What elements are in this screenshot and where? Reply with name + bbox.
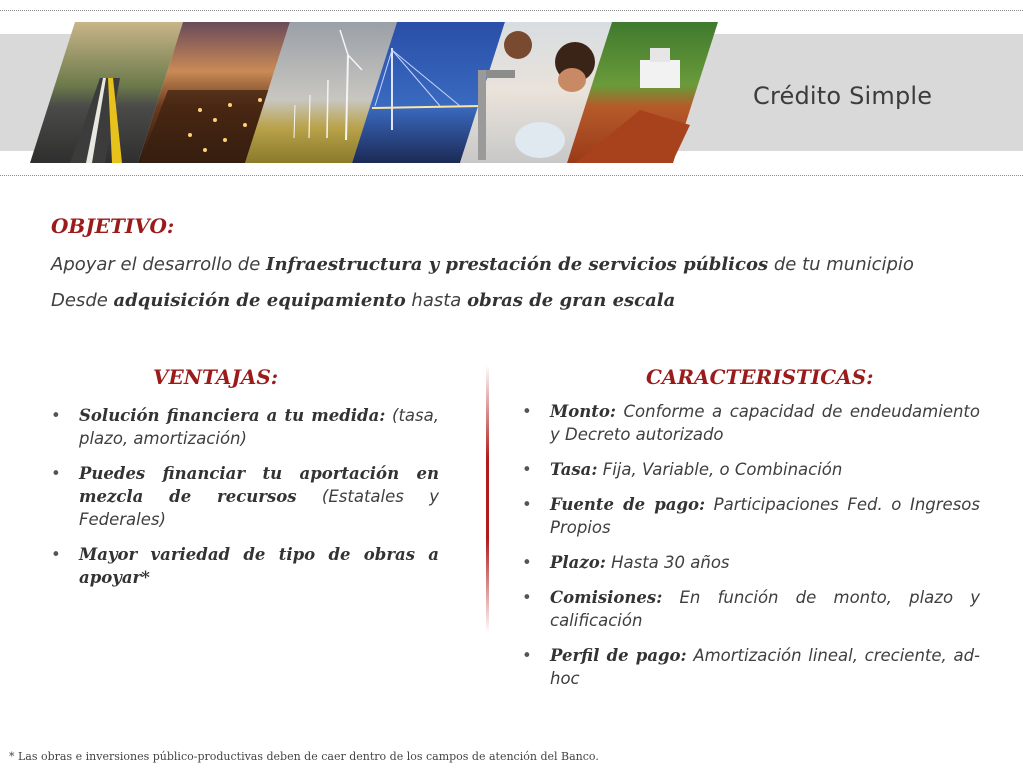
caracteristicas-item-text: Participaciones Fed. o Ingresos Propios [550, 495, 980, 537]
objetivo-line-2-emphasis-d: obras de gran escala [467, 290, 676, 311]
objetivo-line-1-text-c: de tu municipio [768, 254, 914, 275]
caracteristicas-item-label: Plazo: [550, 553, 606, 572]
objetivo-line-2-text-a: Desde [51, 290, 114, 311]
caracteristicas-item [550, 586, 980, 632]
caracteristicas-item-label: Fuente de pago: [550, 495, 706, 514]
objetivo-line-2-text-c: hasta [405, 290, 468, 311]
ventajas-heading: VENTAJAS: [153, 365, 279, 389]
objetivo-line-1-text-a: Apoyar el desarrollo de [51, 254, 267, 275]
objetivo-line-1 [51, 254, 914, 275]
caracteristicas-item-text: Hasta 30 años [605, 553, 730, 572]
caracteristicas-list [550, 400, 980, 702]
ventajas-item [79, 462, 439, 531]
footnote: * Las obras e inversiones público-productivas deben de caer dentro de los campos de atención del Banco. [9, 750, 599, 763]
ventajas-item [79, 543, 439, 589]
caracteristicas-item-label: Perfil de pago: [550, 646, 687, 665]
caracteristicas-item [550, 644, 980, 690]
caracteristicas-item-label: Comisiones: [550, 588, 663, 607]
caracteristicas-item-text: Fija, Variable, o Combinación [597, 460, 843, 479]
caracteristicas-item-text: En función de monto, plazo y calificación [550, 588, 980, 630]
ventajas-item-label: Solución financiera a tu medida: [79, 406, 386, 425]
caracteristicas-item-label: Tasa: [550, 460, 598, 479]
caracteristicas-item-label: Monto: [550, 402, 616, 421]
page-title: Crédito Simple [753, 82, 933, 110]
ventajas-list [79, 404, 439, 601]
caracteristicas-item [550, 400, 980, 446]
objetivo-line-2 [51, 290, 675, 311]
objetivo-line-2-emphasis-b: adquisición de equipamiento [113, 290, 406, 311]
objetivo-line-1-emphasis: Infraestructura y prestación de servicios públicos [266, 254, 769, 275]
ventajas-item-text: (tasa, plazo, amortización) [79, 406, 439, 448]
ventajas-item [79, 404, 439, 450]
caracteristicas-item-text: Conforme a capacidad de endeudamiento y Decreto autorizado [550, 402, 980, 444]
column-divider [486, 365, 489, 633]
ventajas-item-text: (Estatales y Federales) [79, 487, 439, 529]
caracteristicas-item-text: Amortización lineal, creciente, ad-hoc [550, 646, 980, 688]
caracteristicas-item [550, 493, 980, 539]
ventajas-item-label: Puedes financiar tu aportación en mezcla de recursos [79, 464, 439, 506]
header-dotted-rule [0, 175, 1023, 176]
caracteristicas-heading: CARACTERISTICAS: [646, 365, 874, 389]
ventajas-item-label: Mayor variedad de tipo de obras a apoyar* [79, 545, 439, 587]
caracteristicas-item [550, 458, 980, 481]
caracteristicas-item [550, 551, 980, 574]
objetivo-heading: OBJETIVO: [51, 214, 175, 238]
